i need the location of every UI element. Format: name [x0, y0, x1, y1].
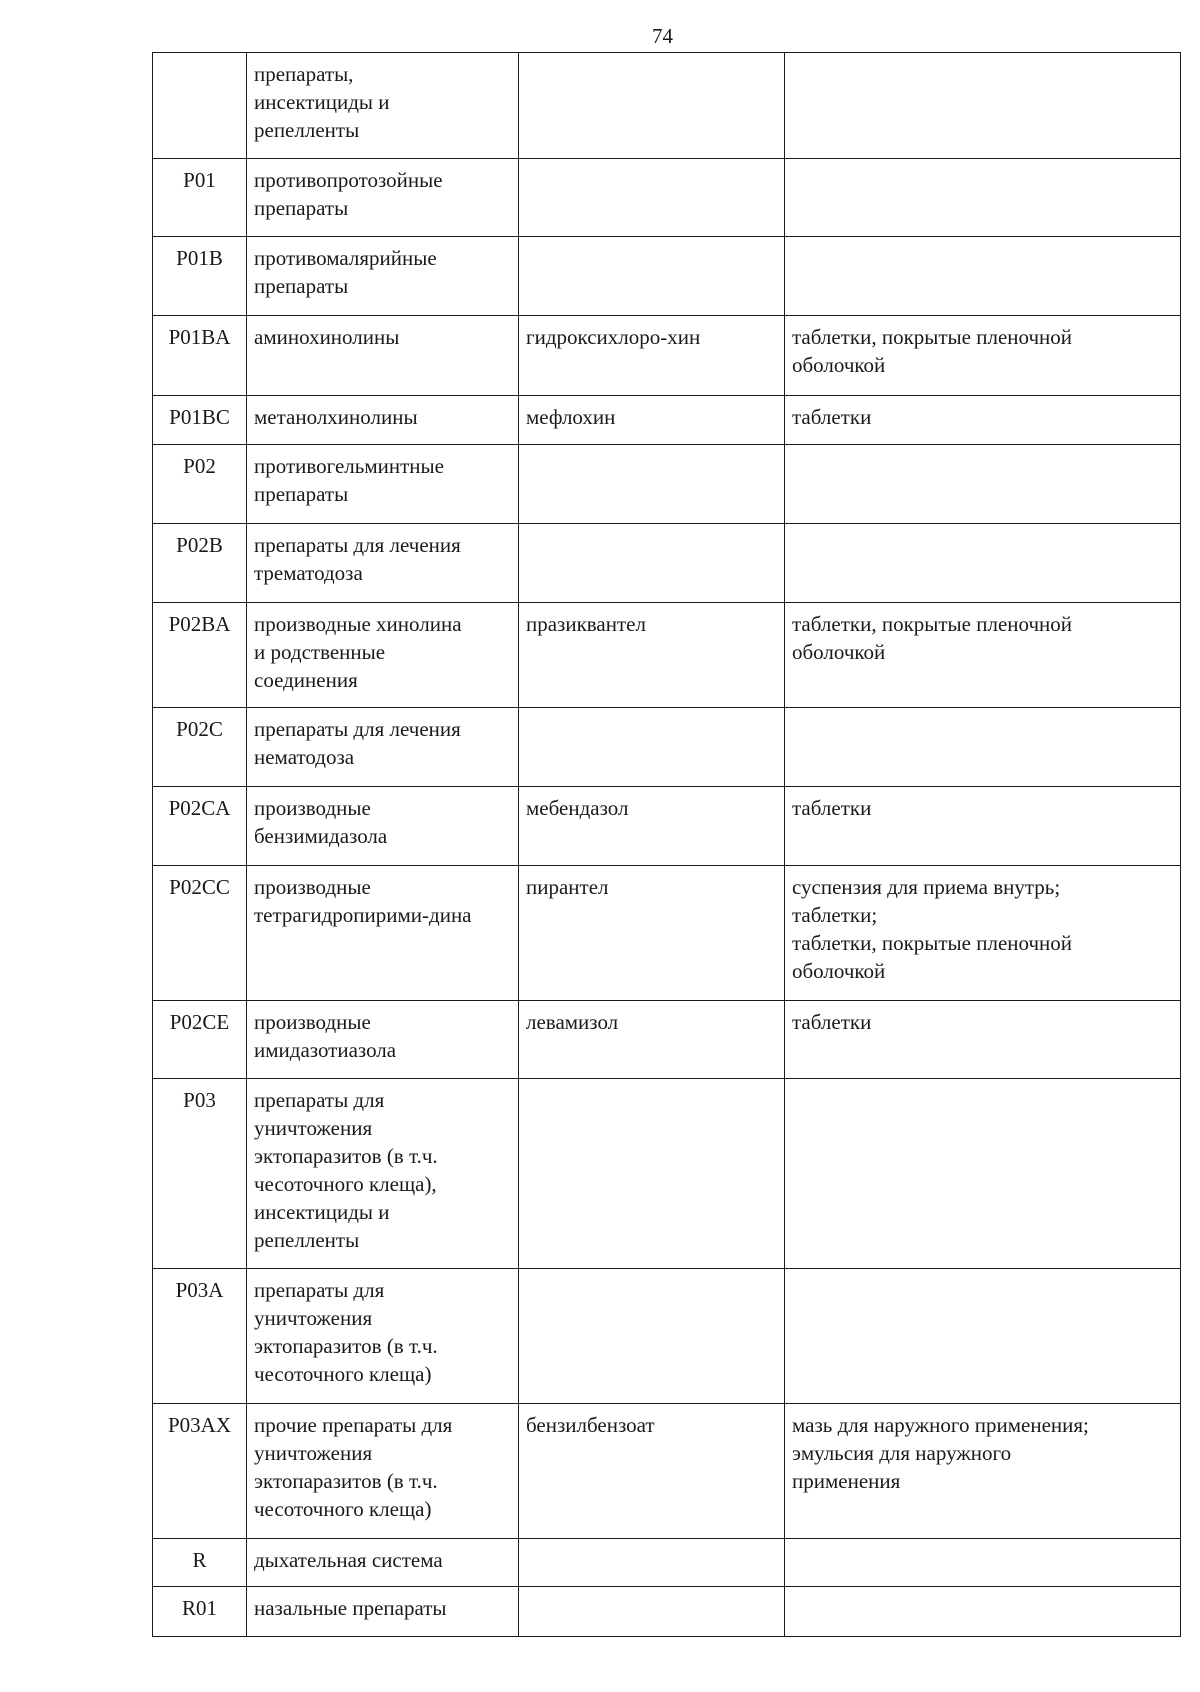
- dosage-form-cell: таблетки, покрытые пленочной оболочкой: [785, 603, 1181, 708]
- table-row: [153, 1001, 1181, 1079]
- drug-name-cell: [519, 445, 785, 524]
- drug-name-cell: празиквантел: [519, 603, 785, 708]
- atc-code-cell: P01B: [153, 237, 247, 316]
- drug-name-cell: мебендазол: [519, 787, 785, 866]
- group-name-cell: препараты для уничтожения эктопаразитов (в т.ч. чесоточного клеща): [247, 1269, 519, 1404]
- table-row: [153, 396, 1181, 445]
- table-row: [153, 316, 1181, 396]
- atc-code-cell: P02: [153, 445, 247, 524]
- group-name-cell: противопротозойные препараты: [247, 159, 519, 237]
- table-body: [153, 53, 1181, 1637]
- drug-name-cell: [519, 524, 785, 603]
- drug-name-cell: пирантел: [519, 866, 785, 1001]
- dosage-form-cell: мазь для наружного применения; эмульсия для наружного применения: [785, 1404, 1181, 1539]
- atc-code-cell: [153, 53, 247, 159]
- dosage-form-cell: [785, 1269, 1181, 1404]
- table-row: [153, 603, 1181, 708]
- atc-code-cell: P01: [153, 159, 247, 237]
- drug-name-cell: [519, 53, 785, 159]
- atc-code-cell: P01BA: [153, 316, 247, 396]
- table-row: [153, 1269, 1181, 1404]
- group-name-cell: противогельминтные препараты: [247, 445, 519, 524]
- dosage-form-cell: [785, 1079, 1181, 1269]
- table-row: [153, 524, 1181, 603]
- atc-code-cell: P02CA: [153, 787, 247, 866]
- atc-code-cell: P02CC: [153, 866, 247, 1001]
- dosage-form-cell: суспензия для приема внутрь; таблетки; таблетки, покрытые пленочной оболочкой: [785, 866, 1181, 1001]
- table-row: [153, 1539, 1181, 1587]
- group-name-cell: аминохинолины: [247, 316, 519, 396]
- table-row: [153, 53, 1181, 159]
- drug-name-cell: гидроксихлоро-хин: [519, 316, 785, 396]
- table-row: [153, 1079, 1181, 1269]
- atc-code-cell: R01: [153, 1587, 247, 1637]
- table-row: [153, 159, 1181, 237]
- drug-name-cell: [519, 159, 785, 237]
- atc-code-cell: P03: [153, 1079, 247, 1269]
- group-name-cell: производные бензимидазола: [247, 787, 519, 866]
- drug-name-cell: бензилбензоат: [519, 1404, 785, 1539]
- group-name-cell: препараты для уничтожения эктопаразитов (в т.ч. чесоточного клеща), инсектициды и репелленты: [247, 1079, 519, 1269]
- atc-medicines-table: [152, 52, 1181, 1637]
- group-name-cell: прочие препараты для уничтожения эктопаразитов (в т.ч. чесоточного клеща): [247, 1404, 519, 1539]
- table-row: [153, 866, 1181, 1001]
- table-row: [153, 445, 1181, 524]
- atc-code-cell: P03A: [153, 1269, 247, 1404]
- group-name-cell: препараты, инсектициды и репелленты: [247, 53, 519, 159]
- group-name-cell: метанолхинолины: [247, 396, 519, 445]
- table-row: [153, 1587, 1181, 1637]
- drug-name-cell: [519, 1587, 785, 1637]
- group-name-cell: производные имидазотиазола: [247, 1001, 519, 1079]
- drug-name-cell: [519, 237, 785, 316]
- dosage-form-cell: [785, 1539, 1181, 1587]
- group-name-cell: препараты для лечения трематодоза: [247, 524, 519, 603]
- dosage-form-cell: [785, 524, 1181, 603]
- atc-code-cell: P02C: [153, 708, 247, 787]
- page-number: 74: [652, 24, 673, 48]
- atc-code-cell: R: [153, 1539, 247, 1587]
- table-row: [153, 237, 1181, 316]
- group-name-cell: производные хинолина и родственные соединения: [247, 603, 519, 708]
- dosage-form-cell: [785, 159, 1181, 237]
- atc-code-cell: P02BA: [153, 603, 247, 708]
- atc-code-cell: P02B: [153, 524, 247, 603]
- dosage-form-cell: [785, 53, 1181, 159]
- table-row: [153, 708, 1181, 787]
- group-name-cell: противомалярийные препараты: [247, 237, 519, 316]
- drug-name-cell: мефлохин: [519, 396, 785, 445]
- atc-code-cell: P01BC: [153, 396, 247, 445]
- dosage-form-cell: таблетки, покрытые пленочной оболочкой: [785, 316, 1181, 396]
- drug-name-cell: [519, 1269, 785, 1404]
- drug-name-cell: [519, 708, 785, 787]
- dosage-form-cell: [785, 1587, 1181, 1637]
- dosage-form-cell: таблетки: [785, 396, 1181, 445]
- dosage-form-cell: таблетки: [785, 1001, 1181, 1079]
- table-row: [153, 1404, 1181, 1539]
- dosage-form-cell: таблетки: [785, 787, 1181, 866]
- drug-name-cell: [519, 1539, 785, 1587]
- dosage-form-cell: [785, 708, 1181, 787]
- group-name-cell: дыхательная система: [247, 1539, 519, 1587]
- group-name-cell: назальные препараты: [247, 1587, 519, 1637]
- group-name-cell: препараты для лечения нематодоза: [247, 708, 519, 787]
- drug-name-cell: [519, 1079, 785, 1269]
- drug-name-cell: левамизол: [519, 1001, 785, 1079]
- group-name-cell: производные тетрагидропирими-дина: [247, 866, 519, 1001]
- dosage-form-cell: [785, 445, 1181, 524]
- table-row: [153, 787, 1181, 866]
- dosage-form-cell: [785, 237, 1181, 316]
- atc-code-cell: P02CE: [153, 1001, 247, 1079]
- atc-code-cell: P03AX: [153, 1404, 247, 1539]
